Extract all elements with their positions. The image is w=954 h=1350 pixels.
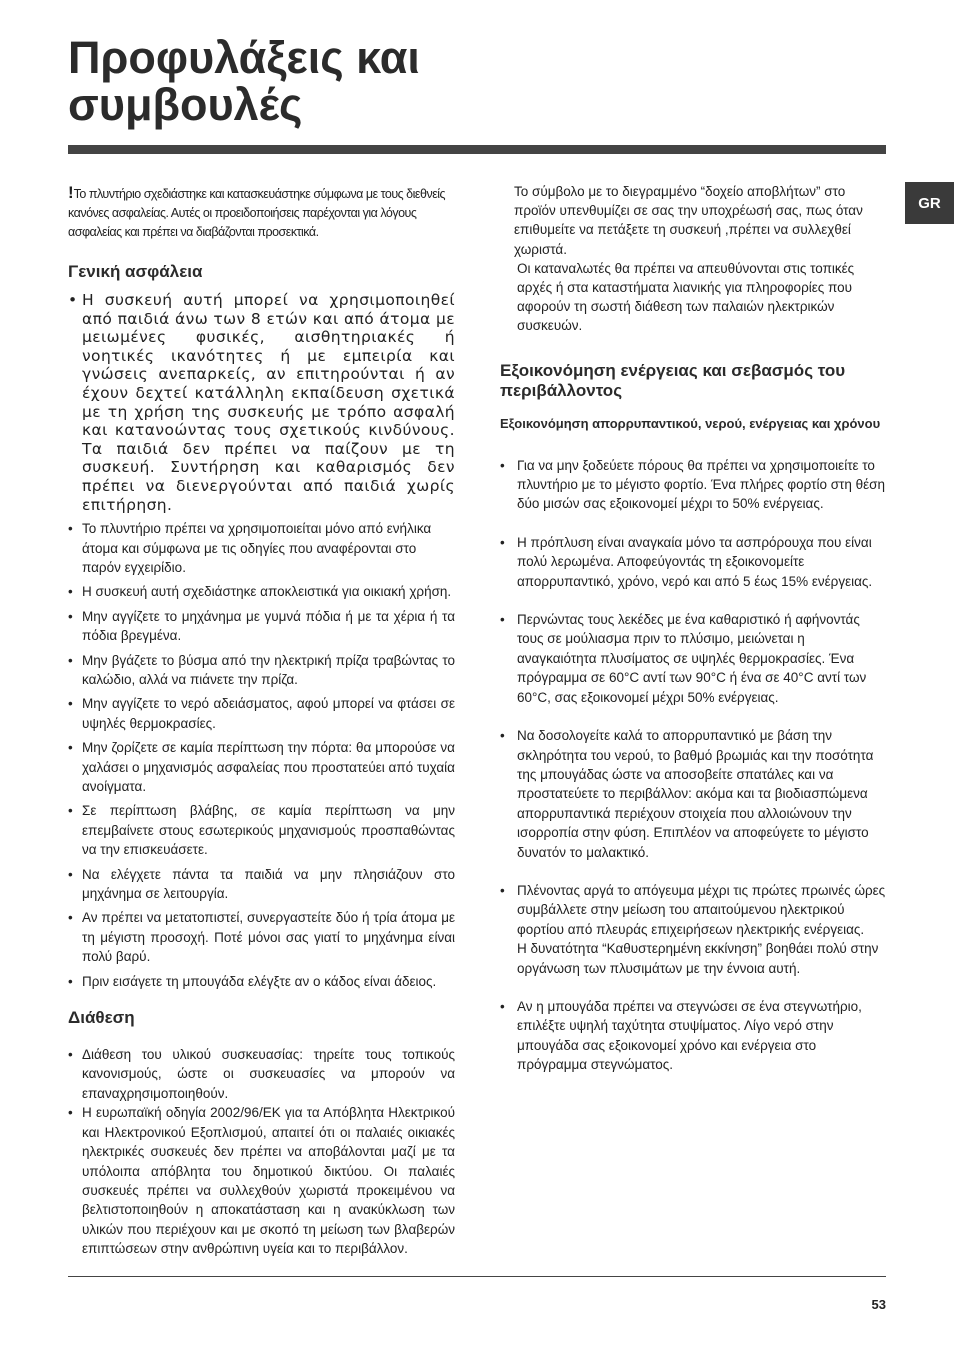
night-washing-text: Πλένοντας αργά το απόγευμα μέχρι τις πρώτες πρωινές ώρες συμβάλλετε στην μείωση του απαιτούμενου ηλεκτρικού φορτίου από πλευράς επιχειρήσεων ηλεκτρικής ενέργειας. [517,882,886,937]
language-tab: GR [905,182,954,224]
list-item: • Μην ζορίζετε σε καμία περίπτωση την πόρτα: θα μπορούσε να χαλάσει ο μηχανισμός ασφαλείας που προστατεύει από τυχαία ανοίγματα. [68,738,455,796]
list-item: • Σε περίπτωση βλάβης, σε καμία περίπτωση να μην επεμβαίνετε στους εσωτερικούς μηχανισμούς προσπαθώντας να την επισκευάσετε. [68,801,455,859]
energy-subheading: Εξοικονόμηση απορρυπαντικού, νερού, ενέργειας και χρόνου [500,415,881,431]
safety-note-text: Το πλυντήριο σχεδιάστηκε και κατασκευάστηκε σύμφωνα με τους διεθνείς κανόνες ασφαλείας. Αυτές οι προειδοποιήσεις παρέχονται για λόγους ασφαλείας και πρέπει να διαβάζονται προσεκτικά. [68,187,446,239]
general-safety-main-item: • Η συσκευή αυτή μπορεί να χρησιμοποιηθεί από παιδιά άνω των 8 ετών και από άτομα με μειωμένες φυσικές, αισθητηριακές ή νοητικές ικανότητες ή με εμπειρία και γνώσεις ανεπαρκείς, αν επιτηρούνται ή αν έχουν δεχτεί κατάλληλη εκπαίδευση σχετικά με τη χρήση της συσκευής με τρόπο ασφαλή και κατανοώντας τους σχετικούς κινδύνους. Τα παιδιά δεν πρέπει να παίζουν με τη συσκευή. Συντήρηση και καθαρισμός δεν πρέπει να διενεργούνται από παιδιά χωρίς επιτήρηση. [68,291,455,514]
general-safety-list [68,291,455,991]
list-item: • Η πρόπλυση είναι αναγκαία μόνο τα ασπρόρουχα που είναι πολύ λερωμένα. Αποφεύγοντάς τη εξοικονομείτε απορρυπαντικό, χρόνο, νερό και από 5 έως 15% ενέργειας. [500,533,886,591]
weee-symbol-text: Το σύμβολο με το διεγραμμένο “δοχείο αποβλήτων” στο προϊόν υπενθυμίζει σε σας την υποχρέωσή σας, πως όταν επιθυμείτε να πετάξετε τη συσκευή ,πρέπει να συλλεχθεί χωριστά. [514,184,863,257]
energy-list [500,456,886,1075]
delay-start-text: Η δυνατότητα “Καθυστερημένη εκκίνηση” βοηθάει πολύ στην οργάνωση των πλυσιμάτων με την έννοια αυτή. [517,941,879,976]
list-item: • Το πλυντήριο πρέπει να χρησιμοποιείται μόνο από ενήλικα άτομα και σύμφωνα με τις οδηγίες που αναφέρονται στο παρόν εγχειρίδιο. [68,519,455,577]
list-item: • Μην αγγίζετε το μηχάνημα με γυμνά πόδια ή με τα χέρια ή τα πόδια βρεγμένα. [68,607,455,646]
list-item: • Περνώντας τους λεκέδες με ένα καθαριστικό ή αφήνοντάς τους σε μούλιασμα πριν το πλύσιμο, μειώνεται η αναγκαιότητα πλυσίματος σε υψηλές θερμοκρασίες. Ένα πρόγραμμα σε 60°C αντί των 90°C ή ένα σε 40°C αντί των 60°C, σας εξοικονομεί μέχρι 50% ενέργειας. [500,610,886,707]
list-item: • Μην βγάζετε το βύσμα από την ηλεκτρική πρίζα τραβώντας το καλώδιο, αλλά να πιάνετε την πρίζα. [68,651,455,690]
page-title [68,34,420,128]
list-item: • Να δοσολογείτε καλά το απορρυπαντικό με βάση την σκληρότητα του νερού, το βαθμό βρωμιάς και την ποσότητα της μπουγάδας ώστε να αποσοβείτε σπατάλες και να προστατεύετε το περιβάλλον: ακόμα και τα βιοδιασπώμενα απορρυπαντικά περιέχουν στοιχεία που αλλοιώνουν την ισορροπία στην φύση. Επιπλέον να αποφεύγετε το μέγιστο δυνατόν το μαλακτικό. [500,726,886,862]
title-divider [68,145,886,154]
page-title-line-1: Προφυλάξεις και [68,32,420,83]
right-column [500,182,886,1075]
page-title-line-2: συμβουλές [68,79,303,130]
general-safety-heading: Γενική ασφάλεια [68,262,203,281]
page-number: 53 [871,1297,886,1312]
list-item [500,881,886,978]
consumers-text: Οι καταναλωτές θα πρέπει να απευθύνονται στις τοπικές αρχές ή στα καταστήματα λιανικής για πληροφορίες που αφορούν τη σωστή διάθεση των παλαιών ηλεκτρικών συσκευών. [517,260,855,334]
disposal-list [68,1045,455,1258]
left-column [68,183,455,1259]
warning-mark-icon: ! [68,183,74,202]
list-item: • Πριν εισάγετε τη μπουγάδα ελέγξτε αν ο κάδος είναι άδειος. [68,972,455,991]
list-item: • Μην αγγίζετε το νερό αδειάσματος, αφού μπορεί να φτάσει σε υψηλές θερμοκρασίες. [68,694,455,733]
list-item: • Η συσκευή αυτή σχεδιάστηκε αποκλειστικά για οικιακή χρήση. [68,582,455,601]
energy-heading: Εξοικονόμηση ενέργειας και σεβασμός του περιβάλλοντος [500,360,846,400]
disposal-heading: Διάθεση [68,1008,135,1028]
list-item: • Αν πρέπει να μετατοπιστεί, συνεργαστείτε δύο ή τρία άτομα με τη μέγιστη προσοχή. Ποτέ μόνοι σας γιατί το μηχάνημα είναι πολύ βαρύ. [68,908,455,966]
list-item: • Για να μην ξοδεύετε πόρους θα πρέπει να χρησιμοποιείτε το πλυντήριο με το μέγιστο φορτίο. Ένα πλήρες φορτίο στη θέση δύο μισών σας εξοικονομεί μέχρι το 50% ενέργειας. [500,456,886,514]
list-item: • Να ελέγχετε πάντα τα παιδιά να μην πλησιάζουν στο μηχάνημα σε λειτουργία. [68,865,455,904]
safety-note [68,183,455,242]
list-item: • Η ευρωπαϊκή οδηγία 2002/96/ΕΚ για τα Απόβλητα Ηλεκτρικού και Ηλεκτρονικού Εξοπλισμού, απαιτεί ότι οι παλαιές οικιακές ηλεκτρικές συσκευές δεν πρέπει να αποβάλονται μαζί με τα υπόλοιπα απόβλητα του δημοτικού δικτύου. Οι παλαιές συσκευές πρέπει να συλλεχθούν χωριστά προκειμένου να βελτιστοποιηθούν η αποκατάσταση και η ανακύκλωση των υλικών που περιέχουν και με σκοπό τη μείωση των βλαβερών επιπτώσεων στην ανθρώπινη υγεία και το περιβάλλον. [68,1103,455,1258]
list-item: • Διάθεση του υλικού συσκευασίας: τηρείτε τους τοπικούς κανονισμούς, ώστε οι συσκευασίες να μπορούν να επαναχρησιμοποιηθούν. [68,1045,455,1103]
list-item: • Αν η μπουγάδα πρέπει να στεγνώσει σε ένα στεγνωτήριο, επιλέξτε υψηλή ταχύτητα στυψίματος. Λίγο νερό στην μπουγάδα σας εξοικονομεί χρόνο και ενέργεια στο πρόγραμμα στεγνώματος. [500,997,886,1075]
footer-divider [68,1276,886,1277]
